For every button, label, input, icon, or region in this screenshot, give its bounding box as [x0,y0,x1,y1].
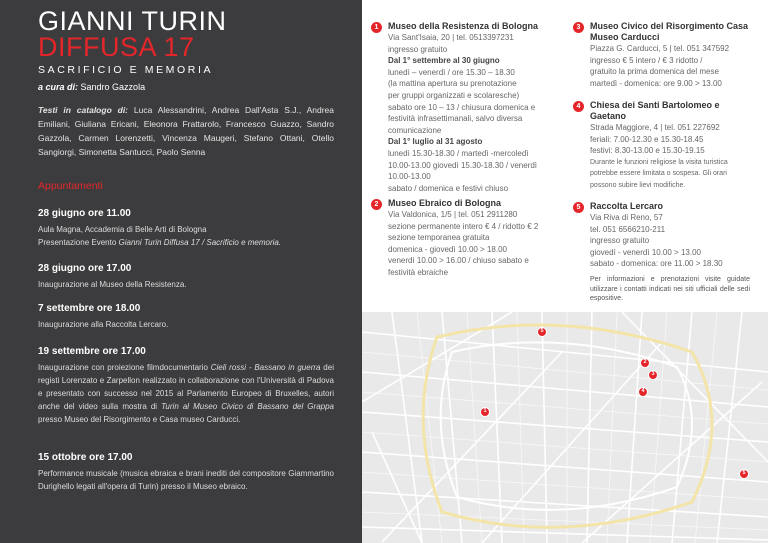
title-line1: GIANNI TURIN [38,6,227,36]
event-5 [38,452,334,493]
info-note: Per informazioni e prenotazioni visite guidate utilizzare i contatti indicati nei siti ufficiali delle sedi espositive. [590,276,750,302]
location-line: sabato ore 10 – 13 / chiusura domenica e [388,102,536,112]
location-line: ingresso gratuito [590,236,650,246]
location-line: potrebbe essere limitata o sospesa. Gli orari [590,170,727,178]
location-1 [374,21,573,194]
event-text: presso Museo del Risorgimento e Casa museo Carducci. [38,415,241,424]
subtitle: SACRIFICIO E MEMORIA [38,64,214,76]
location-line: sabato - domenica: ore 11.00 > 18.30 [590,259,723,269]
location-line: Strada Maggiore, 4 | tel. 051 227692 [590,123,720,132]
location-line: ingresso € 5 intero / € 3 ridotto / [590,55,703,65]
location-line: per gruppi organizzati e scolaresche) [388,90,520,100]
map-pin-5b: 5 [739,469,749,479]
event-line: Aula Magna, Accademia di Belle Arti di Bologna [38,225,207,234]
location-line: ingresso gratuito [388,44,448,54]
map-pin-1: 1 [480,407,490,417]
location-number: 3 [573,22,584,33]
location-number: 4 [573,101,584,112]
location-line: feriali: 7.00-12.30 e 15.30-18.45 [590,134,704,144]
location-line: gratuito la prima domenica del mese [590,67,719,77]
map-streets [362,312,768,543]
location-line: Via Valdonica, 1/5 | tel. 051 2911280 [388,210,518,219]
event-body [38,361,334,426]
location-line: festivi: 8.30-13.00 e 15.30-19.15 [590,146,705,156]
event-italic: Turin al Museo Civico di Bassano del Grappa [161,402,334,411]
location-line: sezione permanente intero € 4 / ridotto € 2 [388,221,539,231]
appointments-title: Appuntamenti [38,180,103,192]
left-panel [0,0,362,543]
location-line: festività ebraiche [388,267,449,277]
location-name: Museo Ebraico di Bologna [388,198,502,208]
location-period: Dal 1° settembre al 30 giugno [388,56,500,66]
event-heading: 15 ottobre ore 17.00 [38,452,133,463]
location-line: Via Sant'Isaia, 20 | tel. 0513397231 [388,33,514,42]
event-heading: 19 settembre ore 17.00 [38,346,146,357]
location-name: Museo Civico del Risorgimento Casa Museo Carducci [590,21,749,42]
location-number: 1 [371,22,382,33]
event-body [38,223,334,249]
location-line: venerdì 10.00 > 16.00 / chiuso sabato e [388,256,529,266]
curated-label: a cura di: [38,82,79,92]
authors-label: Testi in catalogo di: [38,105,129,115]
map-pin-3: 3 [648,370,658,380]
location-4 [576,100,768,192]
curated-name: Sandro Gazzola [80,82,146,92]
map-pin-4: 4 [638,387,648,397]
location-line: 10.00-13.00 giovedì 15.30-18.30 / venerdì [388,160,537,170]
location-name: Chiesa dei Santi Bartolomeo e Gaetano [590,100,720,121]
event-2 [38,263,334,291]
location-line: festività infrasettimanali, salvo diversa [388,114,523,124]
event-line: Presentazione Evento [38,238,119,247]
event-italic: Gianni Turin Diffusa 17 / Sacrificio e memoria. [118,238,282,247]
event-heading: 28 giugno ore 17.00 [38,263,132,274]
location-line: giovedì - venerdì 10.00 > 13.00 [590,247,701,257]
map-pin-2: 2 [640,358,650,368]
event-body: Inaugurazione alla Raccolta Lercaro. [38,320,169,329]
city-map [362,312,768,543]
location-name: Raccolta Lercaro [590,201,664,211]
location-line: (la mattina apertura su prenotazione [388,79,517,89]
location-line: domenica - giovedì 10.00 > 18.00 [388,244,507,254]
event-heading: 7 settembre ore 18.00 [38,303,141,314]
location-name: Museo della Resistenza di Bologna [388,21,539,31]
location-line: possono subire lievi modifiche. [590,181,686,189]
location-line: lunedì 15.30-18.30 / martedì -mercoledì [388,148,529,158]
event-body: Inaugurazione al Museo della Resistenza. [38,280,187,289]
location-line: tel. 051 6566210-211 [590,224,666,234]
location-number: 2 [371,199,382,210]
curated-by [38,82,145,92]
event-text: Inaugurazione con proiezione filmdocumentario [38,363,211,372]
location-line: sabato / domenica e festivi chiuso [388,183,509,193]
location-line: Piazza G. Carducci, 5 | tel. 051 347592 [590,44,730,53]
location-line: lunedì – venerdì / ore 15.30 – 18.30 [388,67,515,77]
event-heading: 28 giugno ore 11.00 [38,208,131,219]
location-line: 10.00-13.00 [388,172,431,182]
event-1 [38,208,334,249]
event-3 [38,303,334,331]
map-pin-5: 5 [537,327,547,337]
location-line: Via Riva di Reno, 57 [590,213,663,222]
location-line: martedì - domenica: ore 9.00 > 13.00 [590,78,722,88]
location-period: Dal 1° luglio al 31 agosto [388,137,483,147]
location-line: sezione temporanea gratuita [388,233,490,243]
location-2 [374,198,573,279]
location-line: comunicazione [388,125,442,135]
event-4 [38,346,334,426]
location-line: Durante le funzioni religiose la visita turistica [590,158,728,166]
location-3 [576,21,768,89]
event-italic: Cieli rossi - Bassano in guerra [210,363,321,372]
event-body: Performance musicale (musica ebraica e brani inediti del compositore Giammartino Durighello legati all'opera di Turin) presso il Museo ebraico. [38,469,334,491]
catalogue-authors [38,103,334,159]
event-text: dei registi Lorenzato e Zarpellon realizzato in collaborazione con l'Università di Padova e presentato con successo nel 2015 al Parlamento Europeo di Bruxelles, autori anche del video sulla mostra di [38,363,334,411]
location-5 [576,201,768,270]
authors-text: Luca Alessandrini, Andrea Dall'Asta S.J., Andrea Emiliani, Giuliana Ericani, Eleonora Frattarolo, Francesco Guazzo, Sandro Gazzola, Carmen Lorenzetti, Vincenza Maugeri, Stefano Ottani, Otello Sangiorgi, Simonetta Santucci, Paolo Senna [38,105,335,157]
location-number: 5 [573,202,584,213]
title-line2: DIFFUSA 17 [38,32,195,62]
